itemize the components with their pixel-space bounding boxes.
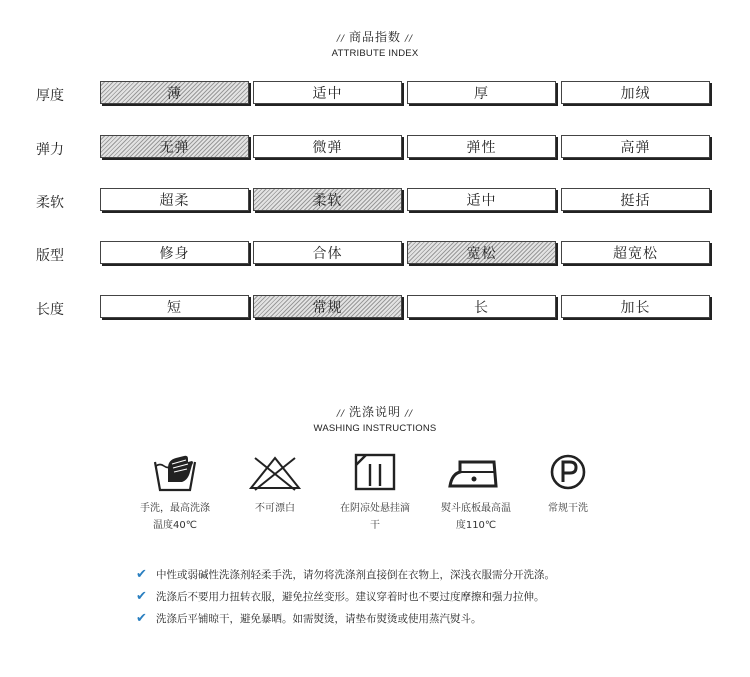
check-icon: ✔	[136, 588, 147, 604]
check-icon: ✔	[136, 610, 147, 626]
iron-icon	[446, 452, 506, 492]
attribute-option: 高弹	[561, 135, 710, 158]
note-item	[136, 563, 696, 585]
attribute-title-cn: 商品指数	[348, 30, 401, 44]
caption-line-2: 温度40℃	[153, 520, 197, 531]
attribute-option: 长	[407, 295, 556, 318]
wash-item-shade-drip-dry	[325, 452, 425, 534]
wash-item-iron	[426, 452, 526, 534]
washing-title-cn-line	[0, 403, 750, 420]
caption-line-1: 常规干洗	[548, 503, 588, 514]
washing-title-en: WASHING INSTRUCTIONS	[313, 423, 437, 434]
dry-clean-p-icon	[548, 452, 588, 492]
attribute-option: 挺括	[561, 188, 710, 211]
slash-left: //	[336, 34, 345, 44]
note-text: 洗涤后平铺晾干，避免暴晒。如需熨烫，请垫布熨烫或使用蒸汽熨斗。	[156, 612, 482, 625]
attribute-row	[0, 241, 750, 267]
attribute-option: 微弹	[253, 135, 402, 158]
attribute-option-selected: 常规	[253, 295, 402, 318]
attribute-row	[0, 81, 750, 107]
caption-line-1: 熨斗底板最高温	[441, 503, 511, 514]
attribute-row-label: 长度	[36, 302, 64, 318]
note-item	[136, 585, 696, 607]
attribute-option-selected: 宽松	[407, 241, 556, 264]
washing-icons	[0, 452, 750, 542]
attribute-row-label: 厚度	[36, 88, 64, 104]
attribute-row	[0, 295, 750, 321]
attribute-row-label: 弹力	[36, 142, 64, 158]
hand-wash-icon	[152, 452, 198, 492]
attribute-option: 加长	[561, 295, 710, 318]
note-item	[136, 607, 696, 629]
caption-line-1: 在阴凉处悬挂滴	[340, 503, 410, 514]
wash-caption	[426, 500, 526, 534]
caption-line-1: 手洗，最高洗涤	[140, 503, 210, 514]
slash-right: //	[405, 34, 414, 44]
attribute-option: 短	[100, 295, 249, 318]
caption-line-2: 干	[370, 520, 380, 531]
attribute-option-selected: 薄	[100, 81, 249, 104]
wash-item-hand-wash	[125, 452, 225, 534]
attribute-option-selected: 无弹	[100, 135, 249, 158]
caption-line-2: 度110℃	[455, 520, 497, 531]
attribute-option: 适中	[407, 188, 556, 211]
attribute-option: 加绒	[561, 81, 710, 104]
attribute-row	[0, 135, 750, 161]
wash-caption	[518, 500, 618, 517]
attribute-title-cn-line	[0, 28, 750, 45]
check-icon: ✔	[136, 566, 147, 582]
attribute-option: 合体	[253, 241, 402, 264]
wash-caption	[125, 500, 225, 534]
washing-title-cn: 洗涤说明	[348, 405, 401, 419]
wash-caption	[325, 500, 425, 534]
attribute-row	[0, 188, 750, 214]
caption-line-1: 不可漂白	[255, 503, 295, 514]
note-text: 洗涤后不要用力扭转衣服，避免拉丝变形。建议穿着时也不要过度摩擦和强力拉伸。	[156, 590, 545, 603]
attribute-option-selected: 柔软	[253, 188, 402, 211]
attribute-row-label: 版型	[36, 248, 64, 264]
attribute-row-label: 柔软	[36, 195, 64, 211]
attribute-option: 修身	[100, 241, 249, 264]
no-bleach-icon	[247, 452, 303, 492]
attribute-title-en: ATTRIBUTE INDEX	[331, 48, 419, 59]
wash-item-no-bleach	[225, 452, 325, 517]
attribute-option: 弹性	[407, 135, 556, 158]
attribute-option: 超宽松	[561, 241, 710, 264]
shade-drip-dry-icon	[353, 452, 397, 492]
washing-header	[0, 403, 750, 434]
attribute-option: 适中	[253, 81, 402, 104]
washing-notes	[136, 563, 696, 629]
wash-caption	[225, 500, 325, 517]
wash-item-dry-clean	[518, 452, 618, 517]
attribute-option: 厚	[407, 81, 556, 104]
attribute-index-header	[0, 28, 750, 59]
note-text: 中性或弱碱性洗涤剂轻柔手洗，请勿将洗涤剂直接倒在衣物上，深浅衣服需分开洗涤。	[156, 568, 555, 581]
slash-left: //	[336, 409, 345, 419]
slash-right: //	[405, 409, 414, 419]
attribute-option: 超柔	[100, 188, 249, 211]
